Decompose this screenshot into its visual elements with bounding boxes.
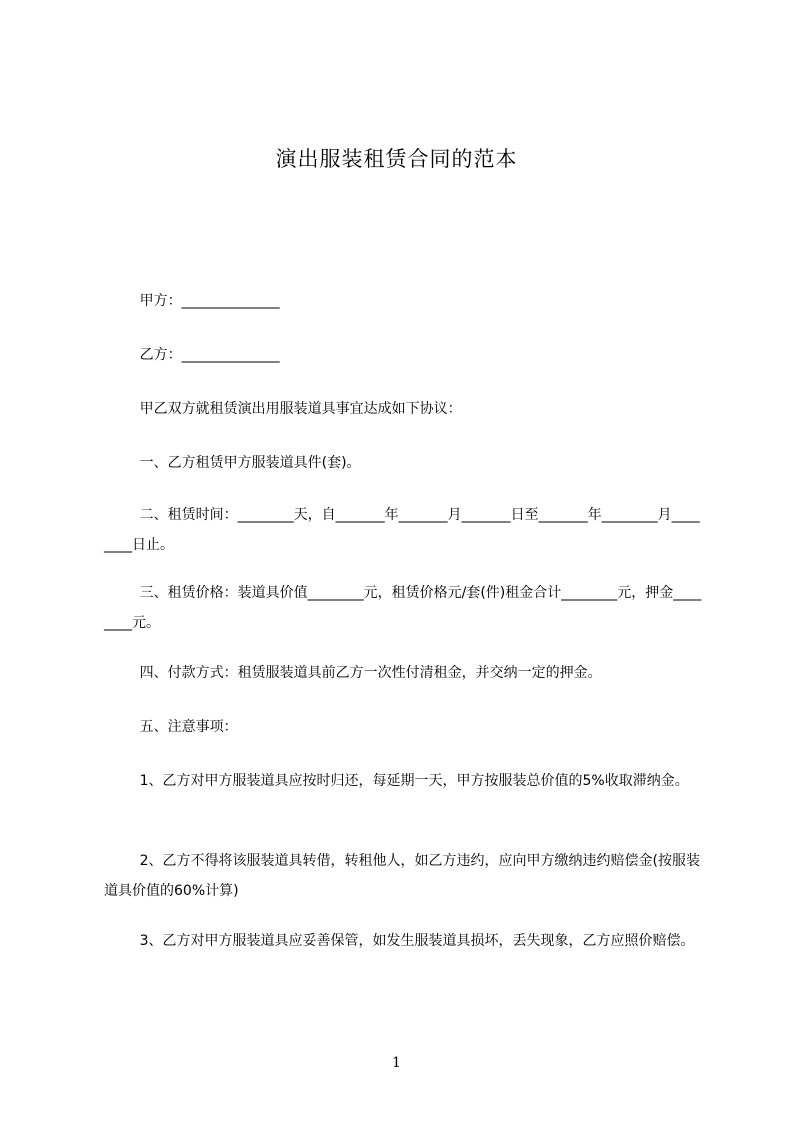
clause-2-rental-period: 二、租赁时间：________天，自_______年_______月_______日至_______年________月________日止。 (104, 507, 700, 553)
party-b-line: 乙方：______________ (104, 347, 280, 363)
party-a-line: 甲方：______________ (104, 293, 280, 309)
document-title: 演出服装租赁合同的范本 (275, 147, 518, 171)
note-1-late-return: 1、乙方对甲方服装道具应按时归还，每延期一天，甲方按服装总价值的5%收取滞纳金。 (104, 773, 689, 789)
clause-4-payment-method: 四、付款方式：租赁服装道具前乙方一次性付清租金，并交纳一定的押金。 (104, 665, 602, 681)
clause-5-notes-heading: 五、注意事项： (104, 719, 238, 735)
clause-1-rental-items: 一、乙方租赁甲方服装道具件(套)。 (104, 455, 361, 471)
clause-3-rental-price: 三、租赁价格：装道具价值________元，租赁价格元/套(件)租金合计________元，押金________元。 (104, 585, 702, 631)
note-2-no-sublease: 2、乙方不得将该服装道具转借，转租他人，如乙方违约，应向甲方缴纳违约赔偿金(按服装道具价值的60%计算) (104, 853, 700, 899)
agreement-intro: 甲乙双方就租赁演出用服装道具事宜达成如下协议： (104, 401, 462, 417)
note-3-damage-compensation: 3、乙方对甲方服装道具应妥善保管，如发生服装道具损坏，丢失现象，乙方应照价赔偿。 (104, 933, 695, 949)
page-number: 1 (392, 1055, 401, 1071)
